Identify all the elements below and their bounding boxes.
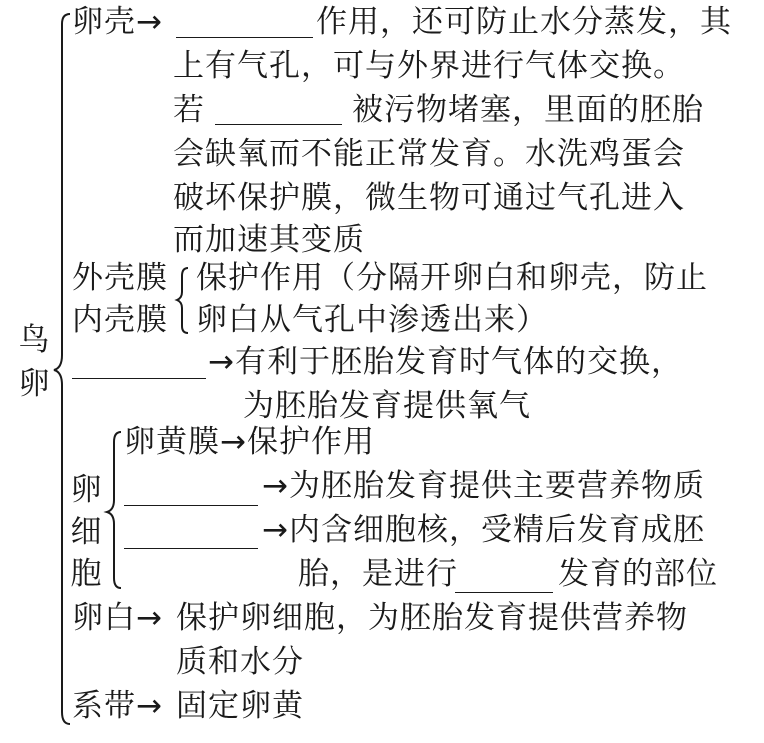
membrane-text-1: 保护作用（分隔开卵白和卵壳，防止 [196,260,708,296]
shell-line-6: 而加速其变质 [173,222,365,258]
yolk-blank [124,505,258,506]
shell-line-3a: 若 [173,92,205,128]
yolk-line: →为胚胎发育提供主要营养物质 [262,468,705,504]
membrane-brace [177,268,188,333]
chalaza-text: 固定卵黄 [176,688,304,724]
egg-cell-brace [107,432,121,588]
shell-line-3b: 被污物堵塞，里面的胚胎 [352,92,704,128]
germinal-disc-line-2a: 胎，是进行 [298,556,458,592]
germinal-disc-line-2b: 发育的部位 [558,556,718,592]
shell-line-4: 会缺氧而不能正常发育。水洗鸡蛋会 [173,136,685,172]
root-char-1: 鸟 [18,322,50,358]
shell-line-2: 上有气孔，可与外界进行气体交换。 [173,48,685,84]
germinal-disc-blank-2 [455,592,553,593]
albumen-label: 卵白→ [72,600,163,636]
yolk-membrane-line: 卵黄膜→保护作用 [124,424,375,460]
shell-blank-1 [176,37,313,38]
egg-cell-char-3: 胞 [70,556,102,592]
shell-blank-2 [215,124,342,125]
outer-membrane-label: 外壳膜 [72,260,168,296]
germinal-disc-blank [124,548,258,549]
air-chamber-line-2: 为胚胎发育提供氧气 [243,388,531,424]
shell-line-5: 破坏保护膜，微生物可通过气孔进入 [173,180,685,216]
albumen-line-2: 质和水分 [176,644,304,680]
chalaza-label: 系带→ [72,688,163,724]
inner-membrane-label: 内壳膜 [72,302,168,338]
germinal-disc-line-1: →内含细胞核，受精后发育成胚 [262,512,705,548]
air-chamber-blank [72,378,206,379]
egg-cell-char-2: 细 [70,514,102,550]
shell-line-1: 作用，还可防止水分蒸发，其 [316,4,732,40]
membrane-text-2: 卵白从气孔中渗透出来） [196,302,548,338]
root-char-2: 卵 [18,366,50,402]
albumen-line-1: 保护卵细胞，为胚胎发育提供营养物 [176,600,688,636]
egg-cell-char-1: 卵 [70,472,102,508]
air-chamber-line-1: →有利于胚胎发育时气体的交换， [208,344,683,380]
shell-label: 卵壳→ [72,4,163,40]
main-brace [54,14,70,724]
